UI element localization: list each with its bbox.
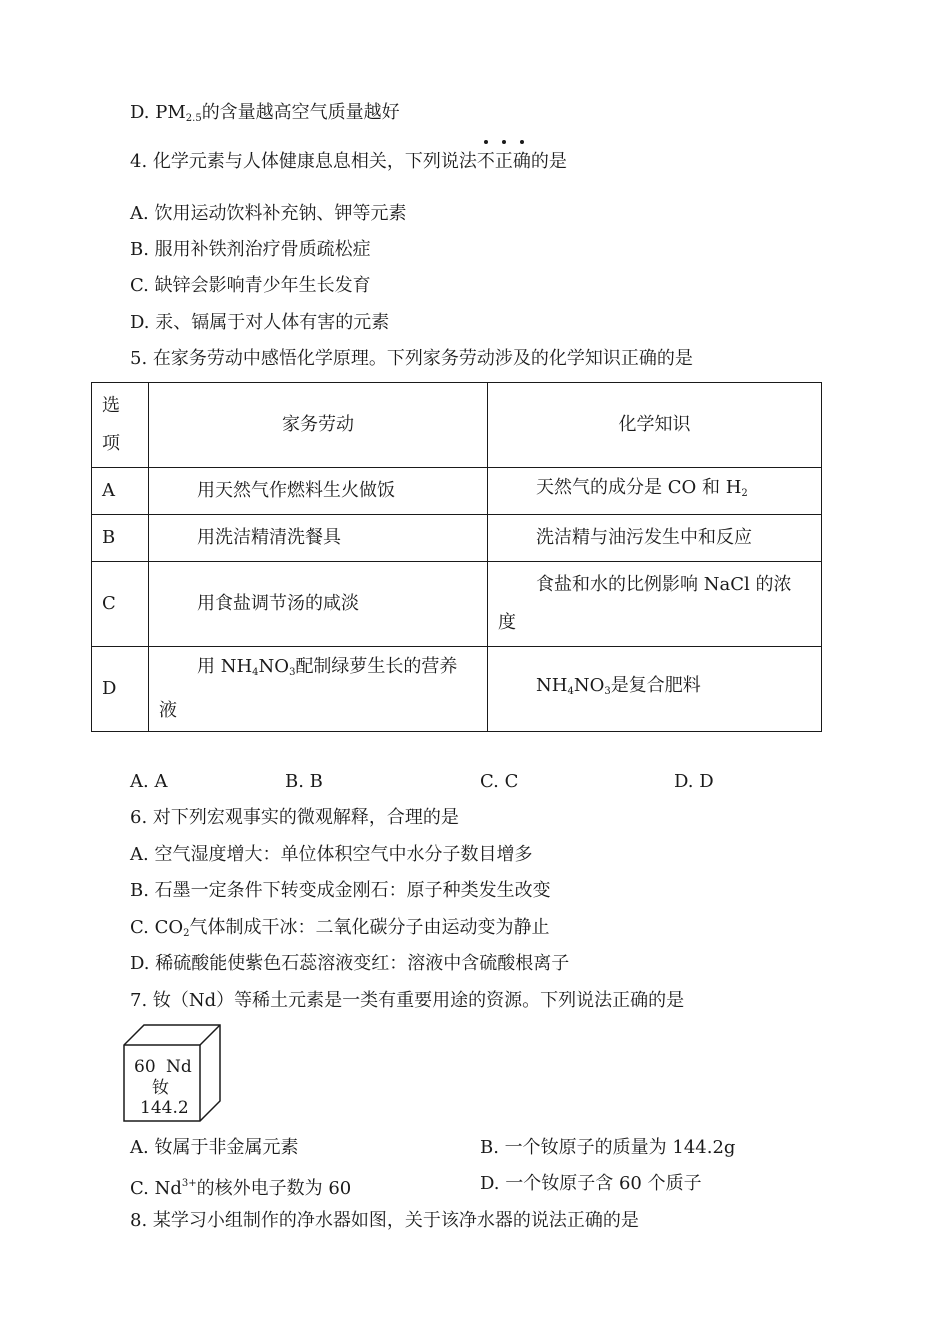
q6-option-d: D. 稀硫酸能使紫色石蕊溶液变红：溶液中含硫酸根离子 — [130, 953, 570, 974]
q5-choice-c: C. C — [480, 771, 519, 792]
header-option: 选 项 — [92, 383, 149, 468]
q4-option-d: D. 汞、镉属于对人体有害的元素 — [130, 312, 390, 333]
q6-stem: 6. 对下列宏观事实的微观解释，合理的是 — [130, 807, 459, 828]
q8-stem: 8. 某学习小组制作的净水器如图，关于该净水器的说法正确的是 — [130, 1210, 639, 1231]
element-name: 钕 — [152, 1078, 169, 1098]
row-knowledge: 食盐和水的比例影响 NaCl 的浓 度 — [488, 562, 822, 647]
q5-choice-d: D. D — [674, 771, 714, 792]
row-option: A — [92, 468, 149, 515]
q5-choice-a: A. A — [130, 771, 168, 792]
row-knowledge: 天然气的成分是 CO 和 $H_2$ — [488, 468, 822, 515]
row-labor: 用食盐调节汤的咸淡 — [149, 562, 488, 647]
q4-stem: 4. 化学元素与人体健康息息相关，下列说法不正确的是 — [130, 151, 567, 172]
row-option: B — [92, 515, 149, 562]
element-card — [122, 1023, 224, 1128]
row-knowledge: $NH_4NO_3$是复合肥料 — [488, 647, 822, 732]
q5-stem: 5. 在家务劳动中感悟化学原理。下列家务劳动涉及的化学知识正确的是 — [130, 348, 693, 369]
q7-option-d: D. 一个钕原子含 60 个质子 — [480, 1173, 702, 1194]
table-row — [92, 468, 822, 515]
row-labor: 用天然气作燃料生火做饭 — [149, 468, 488, 515]
atomic-number: 60 — [134, 1057, 156, 1077]
row-labor: 用 $NH_4NO_3$配制绿萝生长的营养 液 — [149, 647, 488, 732]
table-row — [92, 515, 822, 562]
element-symbol: Nd — [166, 1057, 192, 1077]
row-knowledge: 洗洁精与油污发生中和反应 — [488, 515, 822, 562]
table-row — [92, 647, 822, 732]
q6-option-c: C. $CO_2$气体制成干冰：二氧化碳分子由运动变为静止 — [130, 917, 550, 939]
header-labor: 家务劳动 — [149, 383, 488, 468]
q7-option-b: B. 一个钕原子的质量为 144.2g — [480, 1137, 736, 1158]
atomic-mass: 144.2 — [140, 1098, 189, 1118]
row-option: C — [92, 562, 149, 647]
table-header-row — [92, 383, 822, 468]
q4-option-b: B. 服用补铁剂治疗骨质疏松症 — [130, 239, 371, 260]
q5-choice-b: B. B — [285, 771, 323, 792]
q4-option-a: A. 饮用运动饮料补充钠、钾等元素 — [130, 203, 407, 224]
q5-table — [91, 382, 822, 732]
row-option: D — [92, 647, 149, 732]
q6-option-a: A. 空气湿度增大：单位体积空气中水分子数目增多 — [130, 844, 533, 865]
row-labor: 用洗洁精清洗餐具 — [149, 515, 488, 562]
header-knowledge: 化学知识 — [488, 383, 822, 468]
q4-option-c: C. 缺锌会影响青少年生长发育 — [130, 275, 371, 296]
q7-option-c: C. $Nd^{3+}$的核外电子数为 60 — [130, 1178, 352, 1199]
q7-stem: 7. 钕（Nd）等稀土元素是一类有重要用途的资源。下列说法正确的是 — [130, 990, 685, 1011]
q6-option-b: B. 石墨一定条件下转变成金刚石：原子种类发生改变 — [130, 880, 551, 901]
table-row — [92, 562, 822, 647]
q3-option-d: D. $PM_{2.5}$的含量越高空气质量越好 — [130, 102, 400, 124]
q7-option-a: A. 钕属于非金属元素 — [130, 1137, 299, 1158]
